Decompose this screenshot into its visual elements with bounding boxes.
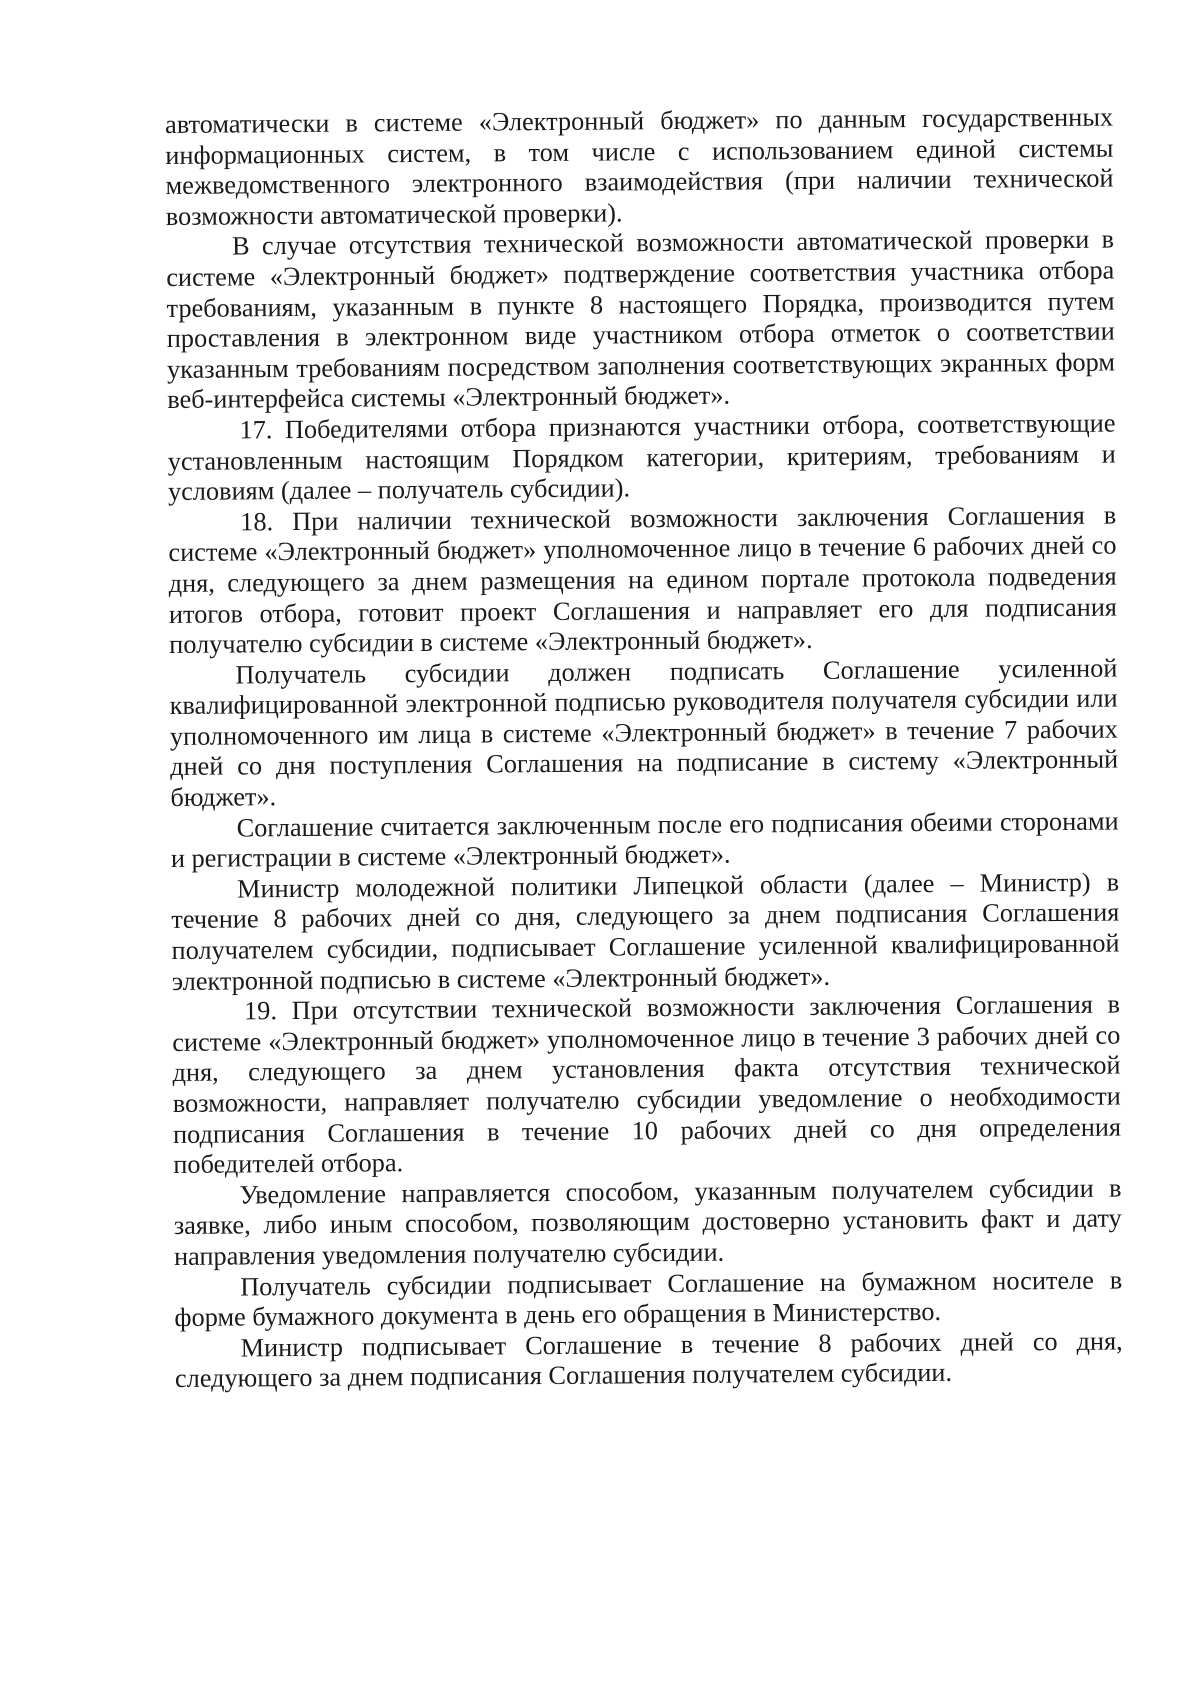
paragraph-recipient-signs: Получатель субсидии должен подписать Соглашение усиленной квалифицированной электронной подписью руководителя получателя субсидии или уполномоченного им лица в системе «Электронный бюджет» в течение 7 рабочих дней со дня поступления Соглашения на подписание в систему «Электронный бюджет».: [169, 653, 1119, 813]
paragraph-17-winners: 17. Победителями отбора признаются участники отбора, соответствующие установленным настоящим Порядком категории, критериям, требованиям и условиям (далее – получатель субсидии).: [167, 408, 1116, 507]
paragraph-agreement-concluded: Соглашение считается заключенным после его подписания обеими сторонами и регистрации в системе «Электронный бюджет».: [170, 806, 1119, 874]
paragraph-minister-signs: Министр молодежной политики Липецкой области (далее – Министр) в течение 8 рабочих дней со дня, следующего за днем подписания Соглашения получателем субсидии, подписывает Соглашение усиленной квалифицированной электронной подписью в системе «Электронный бюджет».: [171, 867, 1120, 996]
paragraph-continuation: автоматически в системе «Электронный бюджет» по данным государственных информационных систем, в том числе с использованием единой системы межведомственного электронного взаимодействия (при наличии технической возможности автоматической проверки).: [165, 102, 1114, 231]
paragraph-minister-paper-signing: Министр подписывает Соглашение в течение 8 рабочих дней со дня, следующего за днем подписания Соглашения получателем субсидии.: [174, 1326, 1123, 1394]
paragraph-paper-signing: Получатель субсидии подписывает Соглашение на бумажном носителе в форме бумажного документа в день его обращения в Министерство.: [174, 1265, 1123, 1333]
document-body: [165, 103, 1123, 1395]
paragraph-18-agreement: 18. При наличии технической возможности заключения Соглашения в системе «Электронный бюджет» уполномоченное лицо в течение 6 рабочих дней со дня, следующего за днем размещения на едином портале протокола подведения итогов отбора, готовит проект Соглашения и направляет его для подписания получателю субсидии в системе «Электронный бюджет».: [168, 500, 1118, 660]
paragraph-notification: Уведомление направляется способом, указанным получателем субсидии в заявке, либо иным способом, позволяющим достоверно установить факт и дату направления уведомления получателю субсидии.: [173, 1173, 1122, 1271]
paragraph-no-technical-possibility: В случае отсутствия технической возможности автоматической проверки в системе «Электронный бюджет» подтверждение соответствия участника отбора требованиям, указанным в пункте 8 настоящего Порядка, производится путем проставления в электронном виде участником отбора отметок о соответствии указанным требованиям посредством заполнения соответствующих экранных форм веб-интерфейса системы «Электронный бюджет».: [166, 224, 1116, 415]
paragraph-19-no-possibility: 19. При отсутствии технической возможности заключения Соглашения в системе «Электронный бюджет» уполномоченное лицо в течение 3 рабочих дней со дня, следующего за днем установления факта отсутствия технической возможности, направляет получателю субсидии уведомление о необходимости подписания Соглашения в течение 10 рабочих дней со дня определения победителей отбора.: [172, 989, 1122, 1180]
